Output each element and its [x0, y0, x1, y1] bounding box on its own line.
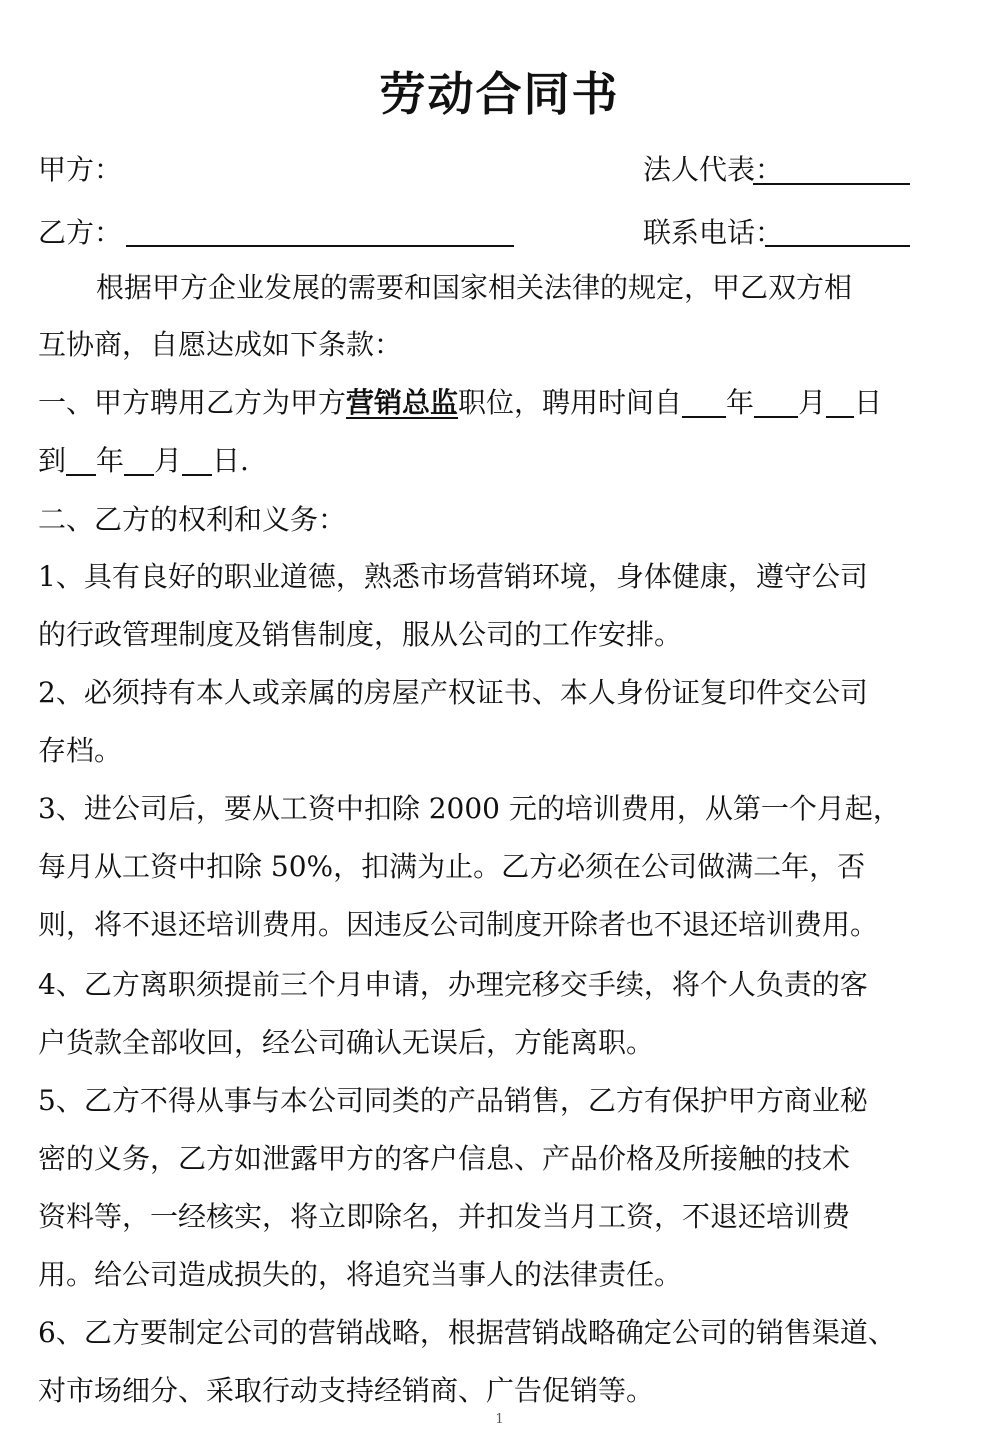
- item-3-line-1: 3、进公司后，要从工资中扣除 2000 元的培训费用，从第一个月起，: [38, 792, 901, 825]
- clause-1-mid: 职位，聘用时间自: [458, 386, 683, 419]
- legal-rep-blank[interactable]: [753, 183, 910, 185]
- start-day-label: 日: [854, 386, 883, 419]
- document-title: 劳动合同书: [379, 67, 620, 121]
- clause-2-title: 二、乙方的权利和义务：: [38, 503, 347, 536]
- end-day-label: 日.: [212, 444, 249, 477]
- item-1-line-1: 1、具有良好的职业道德，熟悉市场营销环境，身体健康，遵守公司: [38, 560, 868, 593]
- start-month-label: 月: [798, 386, 827, 419]
- clause-1-prefix: 一、甲方聘用乙方为甲方: [38, 386, 347, 419]
- item-2-line-2: 存档。: [38, 734, 123, 767]
- item-4-line-1: 4、乙方离职须提前三个月申请，办理完移交手续，将个人负责的客: [38, 968, 868, 1001]
- end-month-label: 月: [154, 444, 183, 477]
- item-6-line-1: 6、乙方要制定公司的营销战略，根据营销战略确定公司的销售渠道、: [38, 1316, 896, 1349]
- item-5-line-3: 资料等，一经核实，将立即除名，并扣发当月工资，不退还培训费: [38, 1200, 851, 1233]
- item-2-line-1: 2、必须持有本人或亲属的房屋产权证书、本人身份证复印件交公司: [38, 676, 868, 709]
- end-day-blank[interactable]: [182, 446, 212, 476]
- party-a-label: 甲方：: [38, 153, 123, 186]
- item-6-line-2: 对市场细分、采取行动支持经销商、广告促销等。: [38, 1374, 655, 1407]
- intro-line-2: 互协商，自愿达成如下条款：: [38, 328, 403, 361]
- item-5-line-4: 用。给公司造成损失的，将追究当事人的法律责任。: [38, 1258, 683, 1291]
- intro-line-1: 根据甲方企业发展的需要和国家相关法律的规定，甲乙双方相: [96, 271, 853, 304]
- legal-rep-label: 法人代表：: [643, 153, 784, 186]
- start-month-blank[interactable]: [754, 388, 798, 418]
- clause-1-line-2: [38, 441, 913, 481]
- clause-1-to: 到: [38, 444, 67, 477]
- item-4-line-2: 户货款全部收回，经公司确认无误后，方能离职。: [38, 1026, 655, 1059]
- phone-label: 联系电话：: [643, 216, 784, 249]
- phone-blank[interactable]: [765, 245, 910, 247]
- clause-1-line-1: [38, 383, 913, 423]
- item-3-line-3: 则，将不退还培训费用。因违反公司制度开除者也不退还培训费用。: [38, 908, 879, 941]
- start-year-blank[interactable]: [682, 388, 726, 418]
- item-5-line-1: 5、乙方不得从事与本公司同类的产品销售，乙方有保护甲方商业秘: [38, 1084, 868, 1117]
- end-month-blank[interactable]: [124, 446, 154, 476]
- page-number: 1: [495, 1412, 504, 1427]
- party-b-label: 乙方：: [38, 216, 123, 249]
- start-day-blank[interactable]: [826, 388, 854, 418]
- item-1-line-2: 的行政管理制度及销售制度，服从公司的工作安排。: [38, 618, 683, 651]
- header-row-2: [38, 213, 913, 253]
- position-title: 营销总监: [346, 386, 459, 419]
- start-year-label: 年: [726, 386, 755, 419]
- party-b-blank[interactable]: [126, 245, 514, 247]
- item-3-line-2: 每月从工资中扣除 50%，扣满为止。乙方必须在公司做满二年，否: [38, 850, 866, 883]
- end-year-label: 年: [96, 444, 125, 477]
- end-year-blank[interactable]: [66, 446, 96, 476]
- item-5-line-2: 密的义务，乙方如泄露甲方的客户信息、产品价格及所接触的技术: [38, 1142, 851, 1175]
